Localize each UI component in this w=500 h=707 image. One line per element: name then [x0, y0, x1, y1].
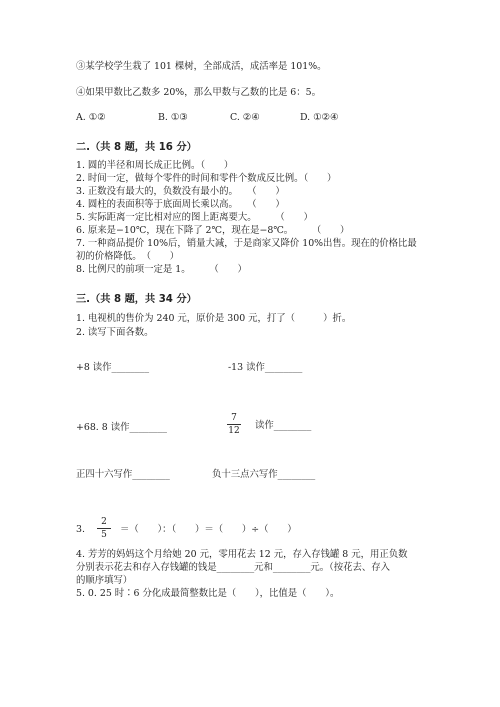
- option-b[interactable]: B. ①③: [158, 112, 188, 123]
- read-fraction: 读作________: [255, 420, 312, 431]
- s3-question-1: 1. 电视机的售价为 240 元，原价是 300 元，打了（ ）折。: [76, 313, 352, 324]
- fraction-numerator: 2: [101, 517, 107, 527]
- read-minus-13: -13 读作________: [228, 362, 303, 373]
- section-3-title: 三.（共 8 题，共 34 分）: [76, 294, 197, 305]
- read-plus-8: +8 读作________: [76, 362, 150, 373]
- fraction-denominator: 5: [101, 530, 107, 540]
- section-2-title: 二.（共 8 题，共 16 分）: [76, 142, 197, 153]
- fraction-denominator: 12: [228, 426, 240, 436]
- tf-item-7-line-1: 7. 一种商品提价 10%后，销量大减，于是商家又降价 10%出售。现在的价格比最: [76, 238, 417, 249]
- s3-question-3-label: 3.: [76, 524, 85, 535]
- fraction-2-5: [97, 517, 111, 540]
- s3-question-4-line-2: 分别表示花去和存入存钱罐的钱是________元和________元。（按花去、存入: [76, 562, 391, 573]
- tf-item-5: 5. 实际距离一定比相对应的图上距离要大。 （ ）: [76, 212, 313, 223]
- tf-item-8: 8. 比例尺的前项一定是 1。 （ ）: [76, 264, 247, 275]
- tf-item-7-line-2: 初的价格降低。 （ ）: [76, 251, 180, 262]
- write-minus-13-6: 负十三点六写作________: [212, 469, 316, 480]
- option-d[interactable]: D. ①②④: [300, 112, 339, 123]
- write-46: 正四十六写作________: [76, 469, 170, 480]
- s3-question-3-blanks: ＝（ ）：（ ）＝（ ）÷（ ）: [120, 524, 297, 535]
- option-a[interactable]: A. ①②: [76, 112, 106, 123]
- question-4-statement: ④如果甲数比乙数多 20%，那么甲数与乙数的比是 6：5。: [76, 87, 321, 98]
- fraction-bar: [97, 528, 111, 529]
- s3-question-4-line-1: 4. 芳芳的妈妈这个月给她 20 元，零用花去 12 元，存入存钱罐 8 元，用正负数: [76, 549, 408, 560]
- fraction-bar: [227, 424, 241, 425]
- fraction-7-12: [227, 413, 241, 436]
- s3-question-2: 2. 读写下面各数。: [76, 327, 154, 338]
- tf-item-3: 3. 正数没有最大的，负数没有最小的。 （ ）: [76, 186, 285, 197]
- option-c[interactable]: C. ②④: [230, 112, 260, 123]
- tf-item-4: 4. 圆柱的表面积等于底面周长乘以高。 （ ）: [76, 199, 285, 210]
- tf-item-6: 6. 原来是−10℃，现在下降了 2℃，现在是−8℃。 （ ）: [76, 225, 350, 236]
- s3-question-5: 5. 0. 25 时∶6 分化成最简整数比是（ ），比值是（ ）。: [76, 588, 340, 599]
- tf-item-1: 1. 圆的半径和周长成正比例。（ ）: [76, 160, 234, 171]
- read-plus-68-8: +68. 8 读作________: [76, 422, 167, 433]
- question-3-statement: ③某学校学生栽了 101 棵树，全部成活，成活率是 101%。: [76, 61, 327, 72]
- tf-item-2: 2. 时间一定，做每个零件的时间和零件个数成反比例。（ ）: [76, 173, 337, 184]
- fraction-numerator: 7: [231, 413, 237, 423]
- s3-question-4-line-3: 的顺序填写）: [76, 575, 133, 586]
